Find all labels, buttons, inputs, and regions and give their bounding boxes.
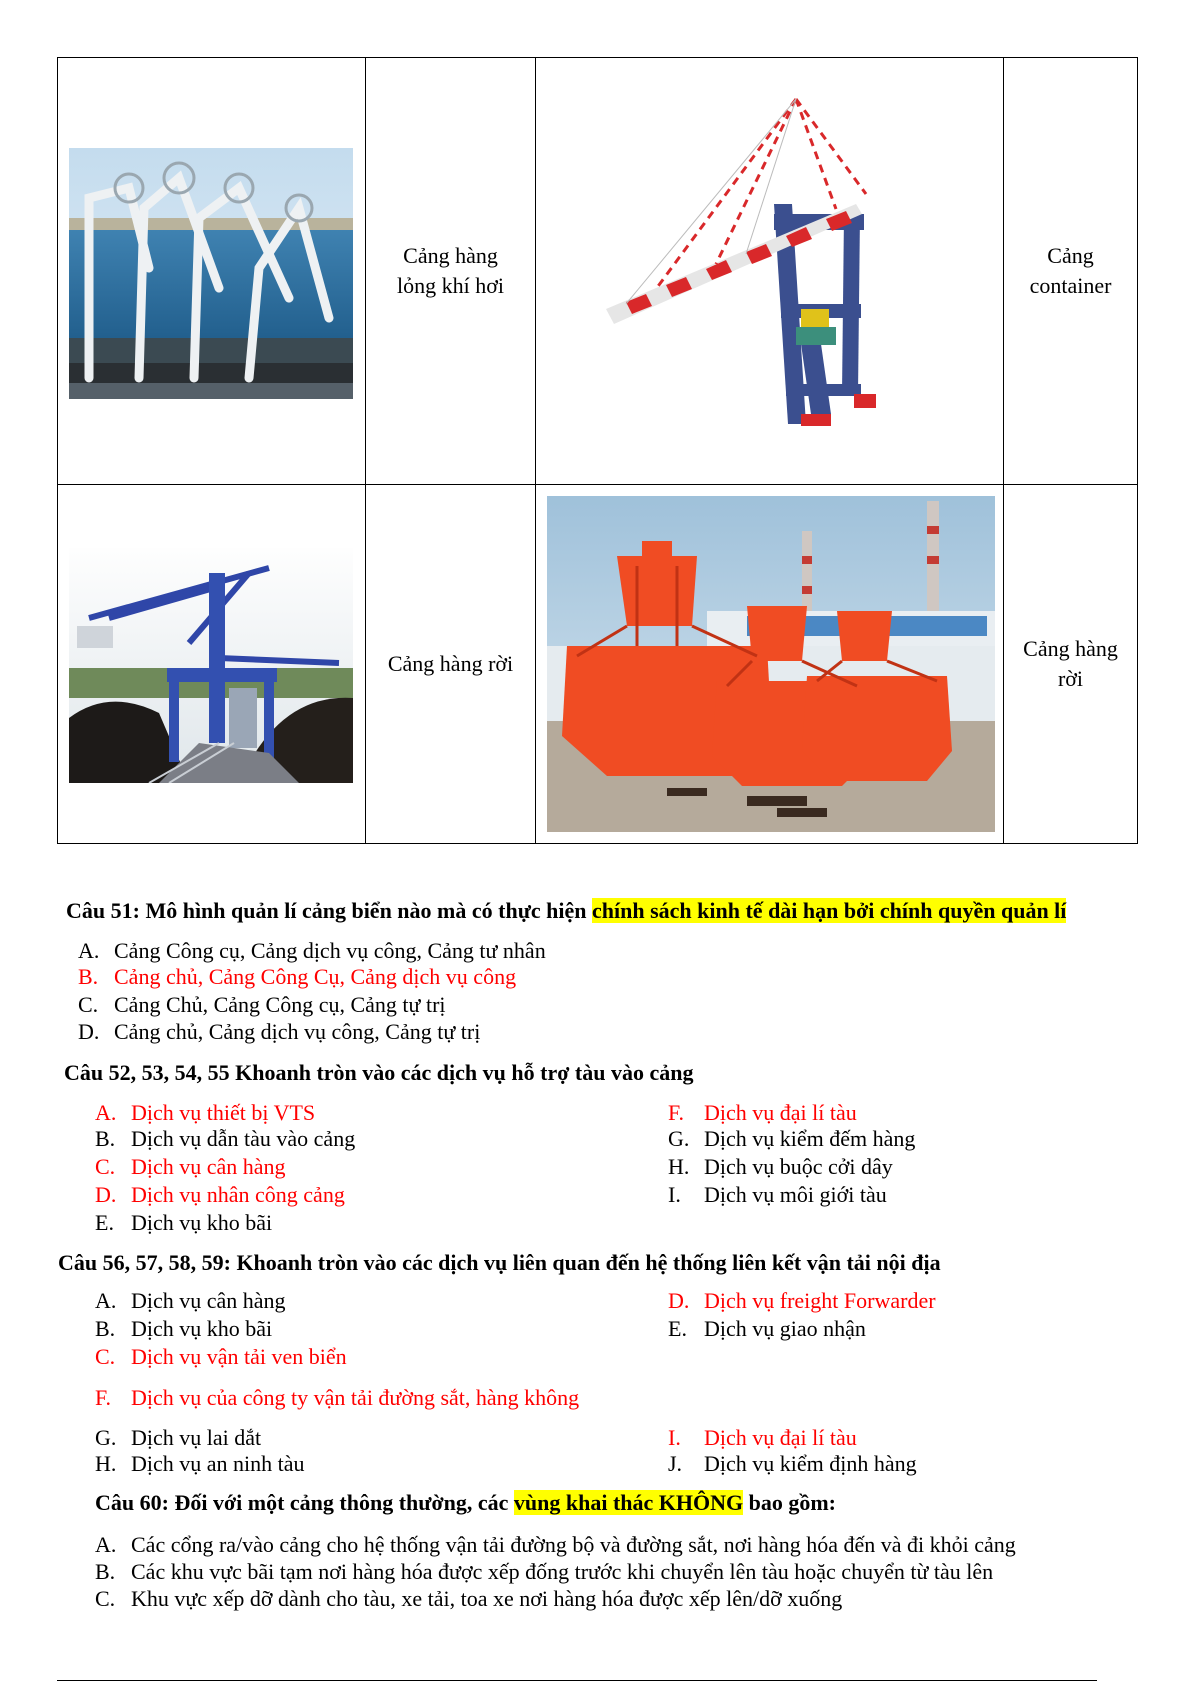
port-types-table [57, 57, 1138, 844]
answer-option[interactable]: B. Dịch vụ dẫn tàu vào cảng [95, 1126, 356, 1151]
question-60 [95, 1490, 836, 1516]
liquid-cargo-loading-arms-image [69, 148, 353, 399]
answer-option[interactable]: F. Dịch vụ đại lí tàu [668, 1100, 857, 1125]
question-52-55: Câu 52, 53, 54, 55 Khoanh tròn vào các dịch vụ hỗ trợ tàu vào cảng [64, 1060, 694, 1085]
grab-bucket-image [547, 496, 995, 832]
highlighted-phrase: vùng khai thác KHÔNG [513, 1490, 744, 1515]
answer-option[interactable]: C. Khu vực xếp dỡ dành cho tàu, xe tải, toa xe nơi hàng hóa được xếp lên/dỡ xuống [95, 1586, 843, 1611]
answer-option[interactable]: I. Dịch vụ đại lí tàu [668, 1425, 857, 1450]
answer-option[interactable]: G. Dịch vụ lai dắt [95, 1425, 262, 1450]
answer-option[interactable]: B. Dịch vụ kho bãi [95, 1316, 273, 1341]
answer-option[interactable]: D. Dịch vụ nhân công cảng [95, 1182, 345, 1207]
answer-option[interactable]: C. Dịch vụ cân hàng [95, 1154, 286, 1179]
port-type-label: container [1029, 273, 1112, 298]
answer-option[interactable]: I. Dịch vụ môi giới tàu [668, 1182, 887, 1207]
image-cell [536, 485, 1004, 844]
question-51 [66, 898, 1066, 924]
answer-option[interactable]: A. Dịch vụ thiết bị VTS [95, 1100, 316, 1125]
port-type-label-cell [366, 58, 536, 485]
answer-option[interactable]: D. Cảng chủ, Cảng dịch vụ công, Cảng tự trị [78, 1019, 481, 1044]
port-type-label: Cảng hàng rời [387, 651, 514, 676]
answer-option[interactable]: G. Dịch vụ kiểm đếm hàng [668, 1126, 916, 1151]
answer-option[interactable]: A. Dịch vụ cân hàng [95, 1288, 286, 1313]
answer-option[interactable]: B. Cảng chủ, Cảng Công Cụ, Cảng dịch vụ công [78, 964, 517, 989]
answer-option[interactable]: E. Dịch vụ kho bãi [95, 1210, 273, 1235]
port-type-label-cell [1004, 485, 1138, 844]
answer-option[interactable]: B. Các khu vực bãi tạm nơi hàng hóa được xếp đống trước khi chuyển lên tàu hoặc chuyển từ tàu lên [95, 1559, 994, 1584]
image-cell [58, 58, 366, 485]
answer-option[interactable]: D. Dịch vụ freight Forwarder [668, 1288, 936, 1313]
port-type-label-cell [366, 485, 536, 844]
image-cell [536, 58, 1004, 485]
bulk-stacker-reclaimer-image [69, 548, 353, 783]
highlighted-phrase: chính sách kinh tế dài hạn bởi chính quyền quản lí [592, 898, 1067, 923]
table-row [58, 485, 1138, 844]
table-row [58, 58, 1138, 485]
container-gantry-crane-image [596, 94, 896, 434]
port-type-label: Cảng hàng [403, 243, 498, 268]
question-text: Câu 51: Mô hình quản lí cảng biển nào mà có thực hiện [66, 898, 593, 923]
answer-option[interactable]: J. Dịch vụ kiểm định hàng [668, 1451, 917, 1476]
image-cell [58, 485, 366, 844]
answer-option[interactable]: F. Dịch vụ của công ty vận tải đường sắt, hàng không [95, 1385, 580, 1410]
answer-option[interactable]: H. Dịch vụ an ninh tàu [95, 1451, 305, 1476]
port-type-label-cell [1004, 58, 1138, 485]
port-type-label: Cảng [1047, 243, 1094, 268]
port-type-label: lỏng khí hơi [397, 273, 504, 298]
answer-option[interactable]: A. Cảng Công cụ, Cảng dịch vụ công, Cảng tư nhân [78, 938, 546, 963]
answer-option[interactable]: E. Dịch vụ giao nhận [668, 1316, 866, 1341]
port-type-label: rời [1057, 666, 1084, 691]
answer-option[interactable]: H. Dịch vụ buộc cởi dây [668, 1154, 893, 1179]
answer-option[interactable]: C. Dịch vụ vận tải ven biển [95, 1344, 347, 1369]
port-type-label: Cảng hàng [1023, 636, 1118, 661]
answer-option[interactable]: C. Cảng Chủ, Cảng Công cụ, Cảng tự trị [78, 992, 446, 1017]
question-text: bao gồm: [743, 1490, 837, 1515]
question-text: Câu 60: Đối với một cảng thông thường, các [95, 1490, 514, 1515]
question-56-59: Câu 56, 57, 58, 59: Khoanh tròn vào các dịch vụ liên quan đến hệ thống liên kết vận tải nội địa [58, 1250, 941, 1275]
page-bottom-rule [57, 1680, 1097, 1681]
answer-option[interactable]: A. Các cổng ra/vào cảng cho hệ thống vận tải đường bộ và đường sắt, nơi hàng hóa đến và đi khỏi cảng [95, 1532, 1016, 1557]
